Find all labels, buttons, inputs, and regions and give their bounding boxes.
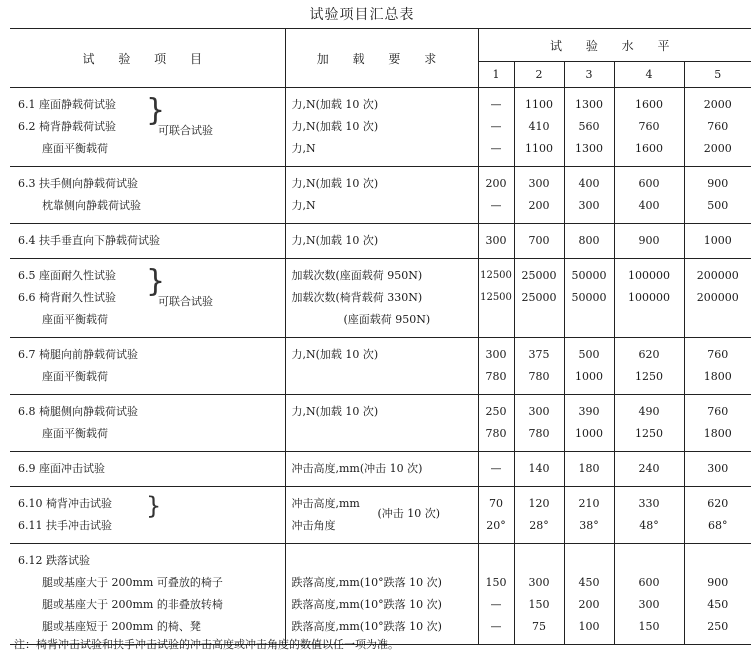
value-cell: 1100: [525, 98, 553, 111]
value-cell: 68°: [708, 519, 728, 532]
brace-glyph: }: [146, 492, 162, 520]
joint-test-label: 可联合试验: [158, 124, 213, 137]
value-cell: 28°: [529, 519, 549, 532]
value-cell: 1250: [635, 427, 663, 440]
group-6-10: [10, 487, 751, 544]
value-cell: 200: [528, 199, 550, 212]
value-cell: 780: [485, 427, 507, 440]
value-cell: 800: [578, 234, 600, 247]
brace-glyph: }: [146, 93, 166, 128]
value-cell: [565, 550, 614, 572]
value-cell: 410: [528, 120, 550, 133]
header-requirement: 加 载 要 求: [285, 29, 478, 88]
requirement: 加载次数(椅背载荷 330N): [291, 291, 423, 304]
item-label: 座面平衡载荷: [42, 142, 108, 155]
value-cell: 200000: [696, 269, 739, 282]
item-label: 6.4 扶手垂直向下静载荷试验: [18, 234, 160, 247]
value-cell: 450: [707, 598, 729, 611]
value-cell: —: [490, 98, 502, 111]
requirement: 力,N(加载 10 次): [291, 98, 379, 111]
value-cell: 900: [707, 576, 729, 589]
value-cell: [685, 309, 751, 331]
value-cell: 75: [532, 620, 546, 633]
value-cell: 200: [485, 177, 507, 190]
value-cell: 150: [528, 598, 550, 611]
header-level: 试 验 水 平: [478, 29, 751, 62]
item-label: 座面平衡载荷: [42, 370, 108, 383]
value-cell: 1000: [575, 427, 603, 440]
value-cell: 1800: [703, 370, 732, 383]
value-cell: 210: [578, 497, 600, 510]
value-cell: 330: [638, 497, 660, 510]
value-cell: 1100: [525, 142, 553, 155]
value-cell: 100000: [628, 269, 670, 282]
table-footnote: 注：椅背冲击试验和扶手冲击试验的冲击高度或冲击角度的数值以任一项为准。: [14, 638, 399, 651]
value-cell: 600: [638, 177, 660, 190]
group-6-3: [10, 167, 751, 224]
item-label: 6.7 椅腿向前静载荷试验: [18, 348, 138, 361]
item-label: 6.11 扶手冲击试验: [18, 519, 112, 532]
value-cell: 760: [707, 405, 729, 418]
value-cell: 200: [578, 598, 600, 611]
value-cell: 780: [528, 427, 550, 440]
value-cell: 500: [707, 199, 729, 212]
item-label: 枕靠侧向静载荷试验: [42, 199, 141, 212]
group-6-9: [10, 452, 751, 487]
value-cell: 250: [485, 405, 507, 418]
value-cell: 2000: [703, 98, 732, 111]
value-cell: 120: [528, 497, 550, 510]
item-label: 腿或基座短于 200mm 的椅、凳: [42, 620, 201, 633]
value-cell: 760: [707, 348, 729, 361]
value-cell: 100000: [628, 291, 670, 304]
value-cell: 1300: [575, 98, 603, 111]
value-cell: [615, 309, 684, 331]
value-cell: 180: [578, 462, 600, 475]
requirement: 冲击角度: [291, 519, 336, 532]
value-cell: —: [490, 620, 502, 633]
value-cell: 1600: [635, 142, 663, 155]
value-cell: 400: [578, 177, 600, 190]
requirement-note: (冲击 10 次): [377, 507, 441, 520]
requirement: 冲击高度,mm(冲击 10 次): [291, 462, 423, 475]
group-6-8: [10, 395, 751, 452]
value-cell: 490: [638, 405, 660, 418]
value-cell: [565, 309, 614, 331]
value-cell: 760: [638, 120, 660, 133]
value-cell: 12500: [480, 292, 512, 303]
requirement: 力,N(加载 10 次): [291, 120, 379, 133]
requirement: 力,N(加载 10 次): [291, 234, 379, 247]
value-cell: 780: [485, 370, 507, 383]
item-label: 腿或基座大于 200mm 的非叠放转椅: [42, 598, 223, 611]
value-cell: 140: [528, 462, 550, 475]
value-cell: 150: [638, 620, 660, 633]
value-cell: —: [490, 142, 502, 155]
joint-test-label: 可联合试验: [158, 295, 213, 308]
value-cell: 2000: [703, 142, 732, 155]
value-cell: 900: [638, 234, 660, 247]
value-cell: 300: [638, 598, 660, 611]
requirement: [292, 366, 478, 388]
value-cell: 780: [528, 370, 550, 383]
value-cell: 300: [578, 199, 600, 212]
value-cell: [479, 309, 514, 331]
value-cell: 500: [578, 348, 600, 361]
item-label: 6.6 椅背耐久性试验: [18, 291, 116, 304]
value-cell: 1600: [635, 98, 663, 111]
table-title: 试验项目汇总表: [309, 7, 415, 23]
header-item: 试 验 项 目: [10, 29, 285, 88]
value-cell: 300: [528, 405, 550, 418]
value-cell: 38°: [579, 519, 599, 532]
requirement: 力,N: [291, 199, 316, 212]
value-cell: 300: [528, 177, 550, 190]
value-cell: 12500: [480, 270, 512, 281]
value-cell: [515, 550, 564, 572]
value-cell: 390: [578, 405, 600, 418]
value-cell: —: [490, 199, 502, 212]
item-label: 6.9 座面冲击试验: [18, 462, 105, 475]
requirement: [292, 550, 478, 572]
value-cell: 50000: [571, 291, 607, 304]
value-cell: —: [490, 598, 502, 611]
value-cell: 1000: [575, 370, 603, 383]
requirement: 跌落高度,mm(10°跌落 10 次): [291, 598, 442, 611]
value-cell: 25000: [521, 269, 557, 282]
value-cell: 620: [638, 348, 660, 361]
value-cell: 250: [707, 620, 729, 633]
brace-glyph: }: [146, 264, 166, 299]
group-6-5: [10, 259, 751, 338]
item-label: 6.10 椅背冲击试验: [18, 497, 112, 510]
value-cell: 1000: [703, 234, 732, 247]
value-cell: 150: [485, 576, 507, 589]
requirement: 力,N: [291, 142, 316, 155]
value-cell: 300: [528, 576, 550, 589]
value-cell: [479, 550, 514, 572]
value-cell: [615, 550, 684, 572]
value-cell: 48°: [639, 519, 659, 532]
value-cell: —: [490, 120, 502, 133]
value-cell: 400: [638, 199, 660, 212]
test-summary-table: [10, 28, 751, 645]
value-cell: 25000: [521, 291, 557, 304]
requirement: 跌落高度,mm(10°跌落 10 次): [291, 620, 442, 633]
group-6-7: [10, 338, 751, 395]
requirement: [292, 423, 478, 445]
item-label: 6.8 椅腿侧向静载荷试验: [18, 405, 138, 418]
item-label: 6.5 座面耐久性试验: [18, 269, 116, 282]
value-cell: 450: [578, 576, 600, 589]
value-cell: 600: [638, 576, 660, 589]
requirement: (座面载荷 950N): [343, 313, 431, 326]
value-cell: —: [490, 462, 502, 475]
item-label: 6.12 跌落试验: [18, 554, 90, 567]
item-label: 6.3 扶手侧向静载荷试验: [18, 177, 138, 190]
header-level-2: 2: [514, 62, 564, 88]
header-level-3: 3: [564, 62, 614, 88]
header-level-1: 1: [478, 62, 514, 88]
value-cell: 620: [707, 497, 729, 510]
value-cell: 700: [528, 234, 550, 247]
value-cell: 70: [489, 497, 503, 510]
value-cell: 1800: [703, 427, 732, 440]
value-cell: [685, 550, 751, 572]
group-6-1: [10, 88, 751, 167]
item-label: 座面平衡载荷: [42, 427, 108, 440]
value-cell: 300: [707, 462, 729, 475]
value-cell: 1300: [575, 142, 603, 155]
value-cell: 900: [707, 177, 729, 190]
requirement: 力,N(加载 10 次): [291, 177, 379, 190]
value-cell: 300: [485, 234, 507, 247]
requirement: 冲击高度,mm: [291, 497, 360, 510]
value-cell: 760: [707, 120, 729, 133]
item-label: 座面平衡载荷: [42, 313, 108, 326]
value-cell: [515, 309, 564, 331]
value-cell: 20°: [486, 519, 506, 532]
requirement: 力,N(加载 10 次): [291, 348, 379, 361]
value-cell: 200000: [696, 291, 739, 304]
group-6-12: [10, 544, 751, 645]
value-cell: 375: [528, 348, 550, 361]
requirement: 力,N(加载 10 次): [291, 405, 379, 418]
item-label: 6.1 座面静载荷试验: [18, 98, 116, 111]
value-cell: 560: [578, 120, 600, 133]
item-label: 6.2 椅背静载荷试验: [18, 120, 116, 133]
value-cell: 50000: [571, 269, 607, 282]
value-cell: 240: [638, 462, 660, 475]
value-cell: 300: [485, 348, 507, 361]
value-cell: 1250: [635, 370, 663, 383]
item-label: 腿或基座大于 200mm 可叠放的椅子: [42, 576, 223, 589]
requirement: 跌落高度,mm(10°跌落 10 次): [291, 576, 442, 589]
value-cell: 100: [578, 620, 600, 633]
header-level-4: 4: [614, 62, 684, 88]
header-level-5: 5: [684, 62, 751, 88]
requirement: 加载次数(座面载荷 950N): [291, 269, 423, 282]
group-6-4: [10, 224, 751, 259]
